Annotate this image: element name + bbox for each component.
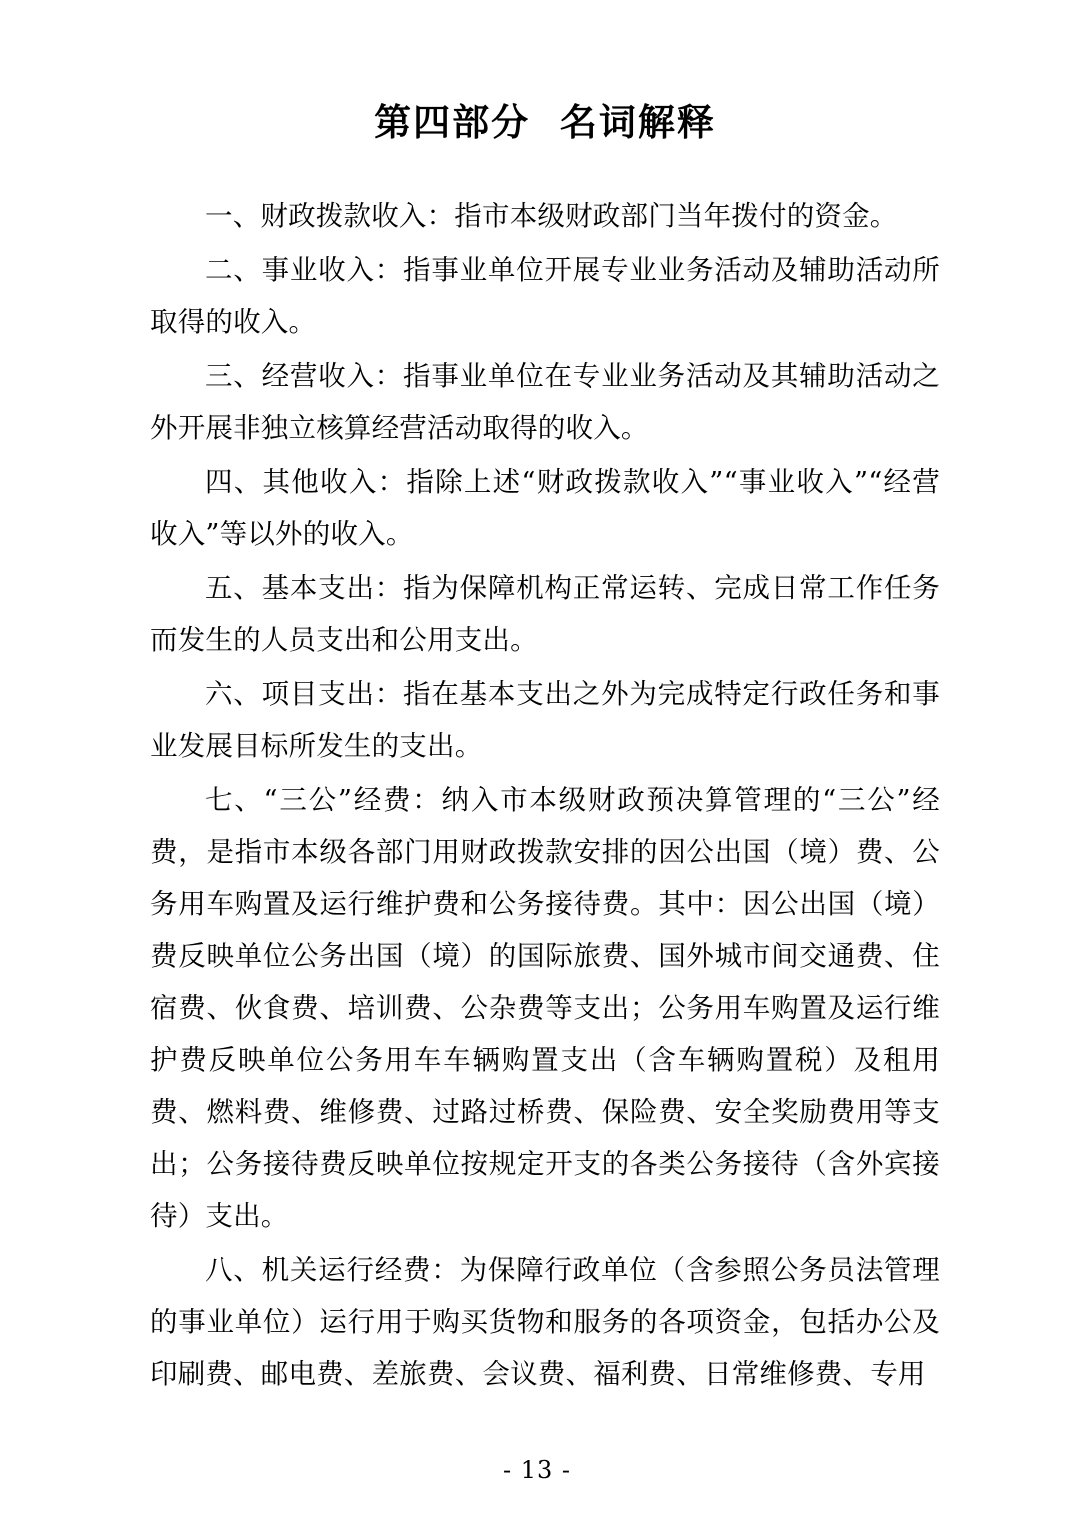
paragraph: 七、“三公”经费：纳入市本级财政预决算管理的“三公”经费，是指市本级各部门用财政拨款安排的因公出国（境）费、公务用车购置及运行维护费和公务接待费。其中：因公出国（境）费反映单位公务出国（境）的国际旅费、国外城市间交通费、住宿费、伙食费、培训费、公杂费等支出；公务用车购置及运行维护费反映单位公务用车车辆购置支出（含车辆购置税）及租用费、燃料费、维修费、过路过桥费、保险费、安全奖励费用等支出；公务接待费反映单位按规定开支的各类公务接待（含外宾接待）支出。 <box>150 784 940 1232</box>
paragraph: 六、项目支出：指在基本支出之外为完成特定行政任务和事业发展目标所发生的支出。 <box>150 678 940 762</box>
paragraph: 一、财政拨款收入：指市本级财政部门当年拨付的资金。 <box>205 200 898 232</box>
paragraph: 二、事业收入：指事业单位开展专业业务活动及辅助活动所取得的收入。 <box>150 254 940 338</box>
body-text <box>150 190 940 1400</box>
page-title: 第四部分 名词解释 <box>374 100 716 144</box>
paragraph: 四、其他收入：指除上述“财政拨款收入”“事业收入”“经营收入”等以外的收入。 <box>150 466 940 550</box>
page-content <box>150 0 940 1402</box>
paragraph: 三、经营收入：指事业单位在专业业务活动及其辅助活动之外开展非独立核算经营活动取得的收入。 <box>150 360 940 444</box>
paragraph: 八、机关运行经费：为保障行政单位（含参照公务员法管理的事业单位）运行用于购买货物和服务的各项资金，包括办公及印刷费、邮电费、差旅费、会议费、福利费、日常维修费、专用 <box>150 1254 940 1390</box>
page-number: - 13 - <box>502 1456 571 1484</box>
paragraph: 五、基本支出：指为保障机构正常运转、完成日常工作任务而发生的人员支出和公用支出。 <box>150 572 940 656</box>
